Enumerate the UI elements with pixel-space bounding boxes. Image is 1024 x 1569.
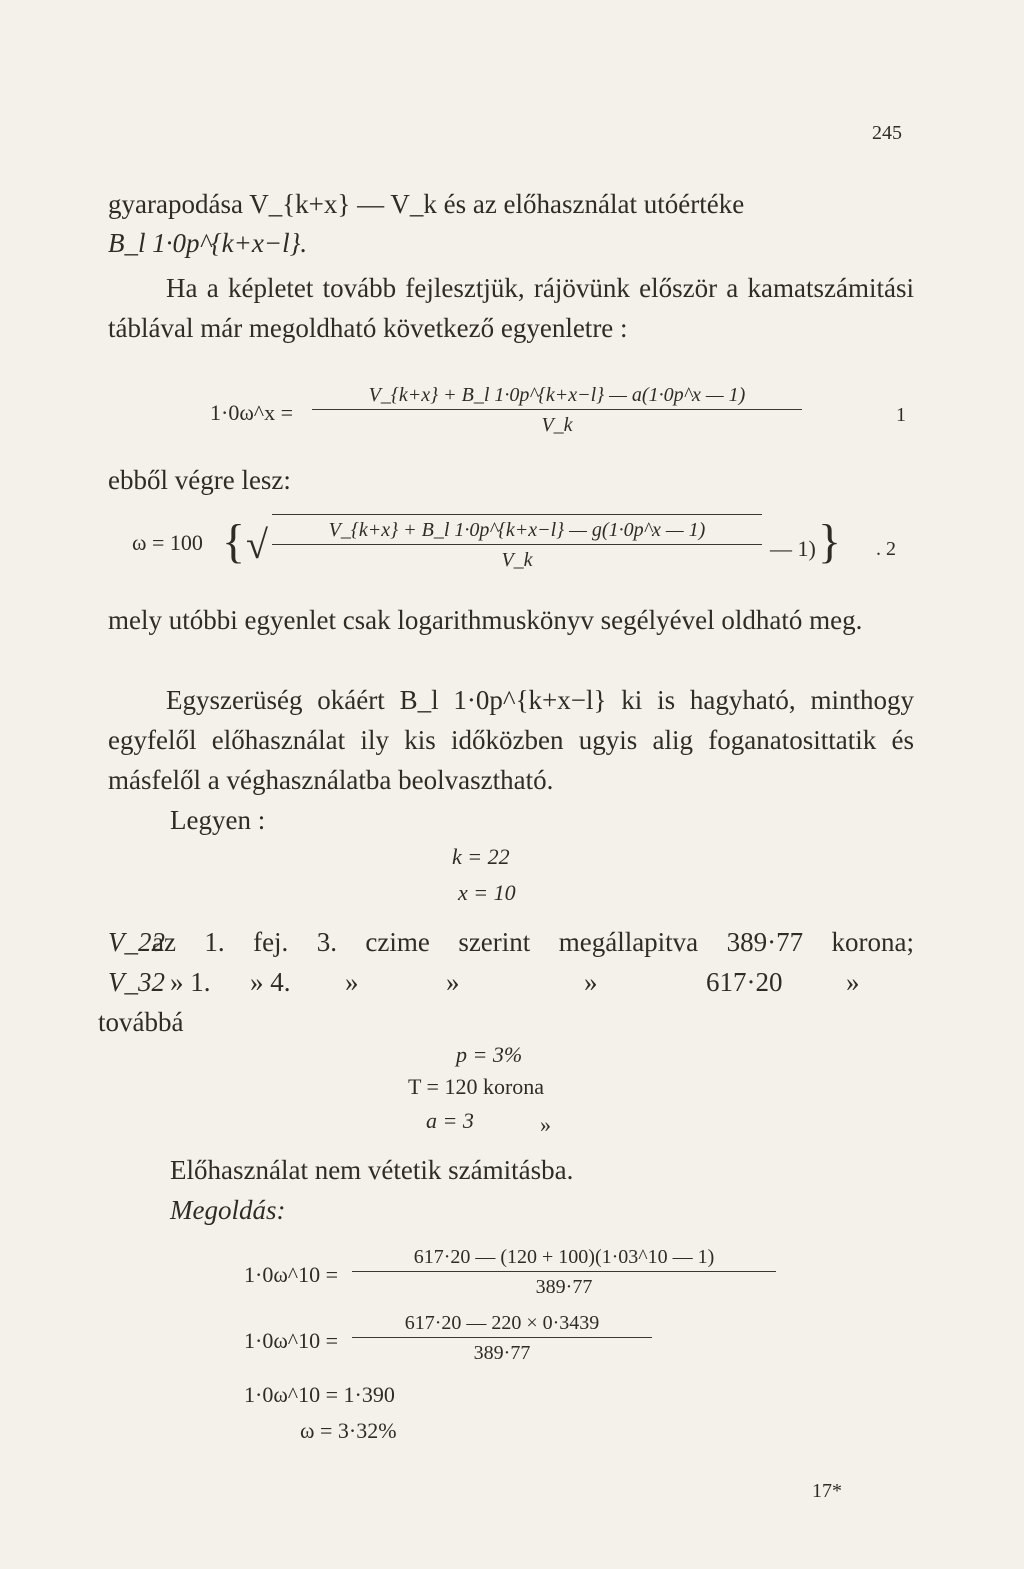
eq2-fraction xyxy=(272,514,762,573)
eq1-denominator: V_k xyxy=(541,414,573,436)
eq2-tail: — 1) xyxy=(770,536,816,561)
v32-col-1: » 1. xyxy=(170,967,211,997)
v32-col-2: » 4. xyxy=(250,967,291,997)
sol2-fraction xyxy=(352,1310,652,1366)
sol2-lhs: 1·0ω^10 = xyxy=(244,1328,339,1353)
v32-col-4: » xyxy=(446,967,460,997)
sol2-numerator: 617·20 — 220 × 0·3439 xyxy=(404,1312,600,1334)
eq2-open-brace: { xyxy=(222,515,246,568)
page-number: 245 xyxy=(872,122,902,144)
v32-col-3: » xyxy=(345,967,359,997)
paragraph-2: mely utóbbi egyenlet csak logarithmuskönyv segélyével oldható meg. xyxy=(108,605,863,635)
v32-label: V_32 xyxy=(108,967,165,997)
eq2-lhs: ω = 100 xyxy=(132,530,203,555)
eq2-denominator: V_k xyxy=(501,549,533,571)
v22-label: V_22 xyxy=(108,927,165,957)
a-equation: a = 3 xyxy=(426,1108,474,1133)
x-equation: x = 10 xyxy=(458,880,516,905)
sol1-fraction-bar xyxy=(352,1271,776,1272)
v32-col-5: » xyxy=(584,967,598,997)
sol3-equation: 1·0ω^10 = 1·390 xyxy=(244,1382,395,1407)
eq2-fraction-bar xyxy=(272,544,762,545)
p-equation: p = 3% xyxy=(456,1042,523,1067)
eq2-close-brace: } xyxy=(818,515,842,568)
eq1-number: 1 xyxy=(896,404,906,426)
k-equation: k = 22 xyxy=(452,844,510,869)
eq1-lhs: 1·0ω^x = xyxy=(210,400,294,425)
a-ditto-mark: » xyxy=(540,1112,551,1137)
sol1-lhs: 1·0ω^10 = xyxy=(244,1262,339,1287)
sol1-numerator: 617·20 — (120 + 100)(1·03^10 — 1) xyxy=(413,1246,715,1268)
sol1-denominator: 389·77 xyxy=(535,1276,593,1298)
paragraph-1: Ha a képletet tovább fejlesztjük, rájövünk először a kamatszámitási táblával már megoldható következő egyenletre : xyxy=(108,273,914,343)
sol1-fraction xyxy=(352,1244,776,1300)
legyen-text: Legyen : xyxy=(170,805,266,835)
sol2-fraction-bar xyxy=(352,1337,652,1338)
eq1-fraction xyxy=(312,382,802,438)
megoldas-heading: Megoldás: xyxy=(170,1195,286,1225)
eq1-numerator: V_{k+x} + B_l 1·0p^{k+x−l} — a(1·0p^x — 1) xyxy=(368,384,746,406)
tovabba-text: továbbá xyxy=(98,1007,184,1037)
eq2-number: . 2 xyxy=(876,538,896,560)
paragraph-3: Egyszerüség okáért B_l 1·0p^{k+x−l} ki is hagyható, minthogy egyfelől előhasználat ily kis időközben ugyis alig foganatosittatik és másfelől a véghasználatba beolvasztható. xyxy=(108,685,914,795)
text-line-1: gyarapodása V_{k+x} — V_k és az előhasználat utóértéke xyxy=(108,189,745,219)
eq2-radical-sign: √ xyxy=(246,522,268,567)
T-equation: T = 120 korona xyxy=(408,1074,545,1099)
note-text: Előhasználat nem vétetik számitásba. xyxy=(170,1155,574,1185)
v32-col-6: » xyxy=(846,967,860,997)
eq2-numerator: V_{k+x} + B_l 1·0p^{k+x−l} — g(1·0p^x — 1) xyxy=(328,519,706,541)
v22-text: az 1. fej. 3. czime szerint megállapitva 389·77 korona; xyxy=(152,927,914,957)
sol4-equation: ω = 3·32% xyxy=(300,1418,397,1443)
text-line-2: B_l 1·0p^{k+x−l}. xyxy=(108,228,308,258)
sol2-denominator: 389·77 xyxy=(473,1342,531,1364)
ebbol-text: ebből végre lesz: xyxy=(108,465,291,495)
v32-value: 617·20 xyxy=(706,967,783,997)
eq1-fraction-bar xyxy=(312,409,802,410)
footer-mark: 17* xyxy=(812,1480,842,1502)
